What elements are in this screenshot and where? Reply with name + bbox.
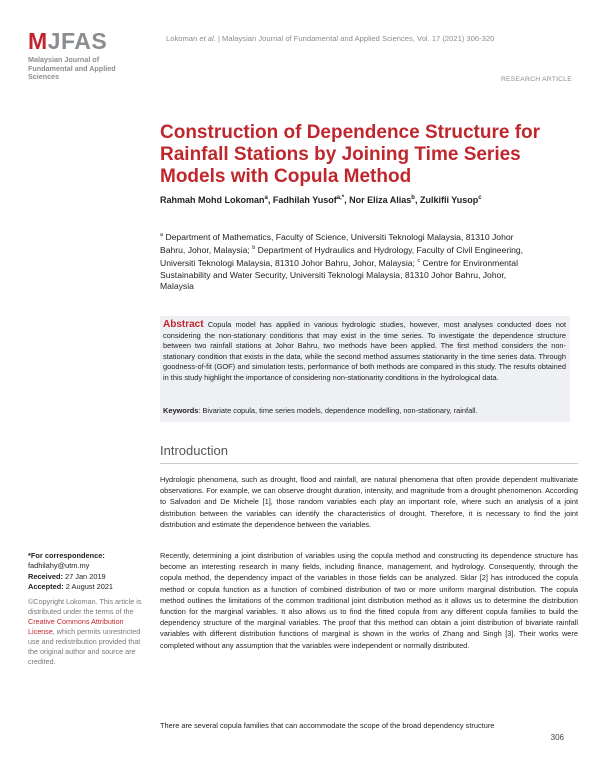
- keywords: [163, 406, 566, 417]
- logo-mark: [28, 30, 138, 53]
- correspondence-email[interactable]: fadhilahy@utm.my: [28, 561, 90, 571]
- body-paragraph: There are several copula families that can accommodate the scope of the broad dependency structure: [160, 721, 495, 730]
- running-header-citation: | Malaysian Journal of Fundamental and Applied Sciences, Vol. 17 (2021) 306-320: [215, 34, 495, 43]
- license-link[interactable]: Creative Commons Attribution License: [28, 616, 124, 636]
- received-date: Received: 27 Jan 2019: [28, 571, 106, 581]
- body-paragraph: Hydrologic phenomena, such as drought, flood and rainfall, are natural phenomena that often provide dependent multivariate observations. For example, we can observe drought duration, intensity, and magnitude from a drought phenomenon. According to Salvadori and De Michele [1], those random variables each play an important role, where such an analysis of a joint distribution between the variables can identify the characteristics of drought. Therefore, it is necessary to find the joint distribution and estimate the dependence between the variables.: [160, 475, 578, 529]
- logo-jfas: JFAS: [47, 28, 108, 54]
- logo-subtitle: Malaysian Journal of Fundamental and Applied Sciences: [28, 55, 116, 82]
- affiliation: $^b$ Department of Hydraulics and Hydrology, Faculty of Civil Engineering, Universiti Teknologi Malaysia, 81310 Johor Bahru, Johor, Malaysia;: [160, 245, 524, 269]
- correspondence-label: *For correspondence:: [28, 551, 105, 560]
- running-header: [166, 34, 576, 43]
- running-header-author: Lokoman: [166, 34, 200, 43]
- article-info-sidebar: [28, 551, 148, 667]
- author-list: [160, 193, 580, 207]
- author: Rahmah Mohd Lokoman$^a$,: [160, 195, 273, 205]
- section-heading-introduction: Introduction: [160, 443, 228, 458]
- section-divider: [160, 463, 578, 464]
- affiliations: [160, 230, 530, 293]
- abstract-text: Copula model has applied in various hydrologic studies, however, most analyses conducted does not considering the non-stationary conditions that may exist in the time series. To investigate the dependence structure between two rainfall stations at Johor Bahru, two methods have been applied. The first method considers the non-stationary condition that exists in the data, while the second method assumes stationarity in the time series data. Through goodness-of-fit (GOF) and simulation tests, performance of both methods are compared in this study. The results obtained in this study highlight the importance of considering non-stationarity conditions in the hydrological data.: [163, 320, 566, 382]
- abstract: [163, 320, 566, 384]
- affiliation: $^c$ Centre for Environmental Sustainability and Water Security, Universiti Teknologi Malaysia, 81310 Johor Bahru, Johor, Malaysia: [160, 258, 518, 292]
- author: Nor Eliza Alias$^b$,: [349, 195, 420, 205]
- affiliation: $^a$ Department of Mathematics, Faculty of Science, Universiti Teknologi Malaysia, 81310 Johor Bahru, Johor, Malaysia;: [160, 231, 514, 256]
- author: Fadhilah Yusof$^{a,*}$,: [272, 195, 350, 205]
- article-type: RESEARCH ARTICLE: [500, 76, 572, 83]
- page-number: 306: [550, 733, 564, 742]
- article-title: Construction of Dependence Structure for Rainfall Stations by Joining Time Series Models with Copula Method: [160, 122, 541, 187]
- journal-logo: [28, 30, 138, 82]
- logo-m: M: [28, 28, 48, 54]
- keywords-text: : Bivariate copula, time series models, dependence modelling, non-stationary, rainfall.: [198, 406, 478, 415]
- running-header-etal: et al.: [199, 34, 216, 43]
- keywords-label: Keywords: [163, 406, 199, 415]
- body-paragraph: Recently, determining a joint distribution of variables using the copula method and constructing its dependence structure has become an interesting research in many fields, including finance, management, and hydrology. Consequently, through the copula method, the dependency impact of the variables in those fields can be analyzed. Sklar [2] has introduced the copula method or copula function as a function of combined distribution of two or more uniform marginal distribution. The copula method outlines the limitations of the common traditional joint distribution method as it allows us to determine the distribution function for the marginal variables. It also allows us to find the fitted copula from any different copula families to build the dependency structure of the marginal variables. The proof that this method can obtain a joint distribution of bivariate rainfall variables with different distribution functions of marginal is shown in the works of Zhang and Singh [3]. Their works were completed without any assumption that the variables were independent or normally distributed.: [160, 551, 578, 650]
- author: Zulkifli Yusop$^c$: [419, 195, 482, 205]
- license-notice: ©Copyright Lokoman. This article is distributed under the terms of the Creative Commons Attribution License, which permits unrestricted use and redistribution provided that the original author and source are credited.: [28, 596, 142, 666]
- accepted-date: Accepted: 2 August 2021: [28, 582, 114, 592]
- abstract-label: Abstract: [163, 319, 204, 330]
